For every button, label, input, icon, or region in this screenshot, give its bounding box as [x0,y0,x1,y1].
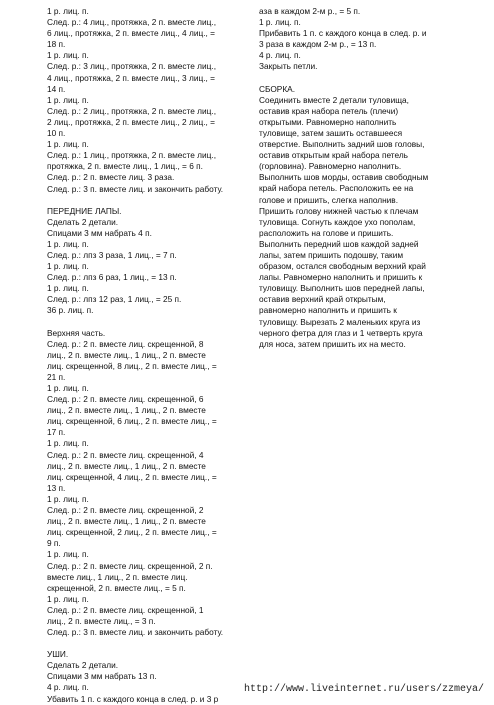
text-line: 4 р. лиц. п. [259,50,301,61]
text-line: туловище, затем зашить оставшееся [259,127,403,138]
text-line: лиц. скрещенной, 6 лиц., 2 п. вместе лиц., = [47,416,217,427]
text-line: След. р.: 2 п. вместе лиц. скрещенной, 1 [47,604,204,615]
text-line: Верхняя часть. [47,327,106,338]
text-line: Сделать 2 детали. [47,660,119,671]
text-line: 4 р. лиц. п. [47,682,89,693]
text-line: голове и пришить, слегка наполнив. [259,194,399,205]
text-line: 1 р. лиц. п. [47,549,89,560]
text-line: лиц., 2 п. вместе лиц., 1 лиц., 2 п. вместе [47,516,206,527]
text-line: лапы. Равномерно наполнить и пришить к [259,272,423,283]
text-line: Соединить вместе 2 детали туловища, [259,94,409,105]
text-line: лиц. скрещенной, 8 лиц., 2 п. вместе лиц., = [47,360,217,371]
text-line: След. р.: 2 п. вместе лиц. скрещенной, 2 [47,505,204,516]
text-line: Выполнить шов морды, оставив свободным [259,172,429,183]
text-line: лиц. скрещенной, 2 лиц., 2 п. вместе лиц., = [47,527,217,538]
text-line: оставив открытым край набора петель [259,150,408,161]
right-text-column [259,6,455,350]
text-line: образом, остался свободным верхний край [259,261,426,272]
text-line: (горловина). Равномерно наполнить. [259,161,402,172]
text-line: оставив верхний край открытым, [259,294,386,305]
blank-line [47,317,250,328]
text-line: 1 р. лиц. п. [47,50,89,61]
text-line: Прибавить 1 п. с каждого конца в след. р. и [259,28,427,39]
text-line: 1 р. лиц. п. [259,17,301,28]
text-line: След. р.: 2 п. вместе лиц. скрещенной, 8 [47,338,204,349]
text-line: 9 п. [47,538,61,549]
text-line: След. р.: 2 лиц., протяжка, 2 п. вместе лиц., [47,105,216,116]
text-line: лиц., 2 п. вместе лиц., 1 лиц., 2 п. вместе [47,460,206,471]
text-line: След. р.: 2 п. вместе лиц. скрещенной, 4 [47,449,204,460]
text-line: отверстие. Выполнить задний шов головы, [259,139,425,150]
text-line: 1 р. лиц. п. [47,94,89,105]
text-line: 36 р. лиц. п. [47,305,94,316]
text-line: 3 раза в каждом 2-м р., = 13 п. [259,39,377,50]
text-line: След. р.: 3 п. вместе лиц. и закончить работу. [47,627,224,638]
text-line: лиц. скрещенной, 4 лиц., 2 п. вместе лиц., = [47,471,217,482]
text-line: оставив края набора петель (плечи) [259,105,399,116]
text-line: край набора петель. Расположить ее на [259,183,414,194]
text-line: 4 лиц., протяжка, 2 п. вместе лиц., 3 лиц., = [47,72,215,83]
text-line: След. р.: лпз 12 раз, 1 лиц., = 25 п. [47,294,182,305]
text-line: скрещенной, 2 п. вместе лиц., = 5 п. [47,582,186,593]
text-line: Закрыть петли. [259,61,318,72]
text-line: вместе лиц., 1 лиц., 2 п. вместе лиц. [47,571,188,582]
text-line: Убавить 1 п. с каждого конца в след. р. и 3 р [47,693,219,704]
text-line: Пришить голову нижней частью к плечам [259,205,419,216]
text-line: 1 р. лиц. п. [47,139,89,150]
text-line: лиц., 2 п. вместе лиц., 1 лиц., 2 п. вместе [47,349,206,360]
text-line: Сделать 2 детали. [47,216,119,227]
text-line: След. р.: 1 лиц., протяжка, 2 п. вместе лиц., [47,150,216,161]
text-line: 10 п. [47,128,66,139]
text-line: След. р.: 2 п. вместе лиц. скрещенной, 6 [47,394,204,405]
text-line: 6 лиц., протяжка, 2 п. вместе лиц., 4 лиц., = [47,28,215,39]
blank-line [47,638,250,649]
text-line: След. р.: лпз 3 раза, 1 лиц., = 7 п. [47,249,177,260]
text-line: 13 п. [47,482,66,493]
text-line: Спицами 3 мм набрать 13 п. [47,671,157,682]
text-line: Спицами 3 мм набрать 4 п. [47,227,152,238]
text-line: След. р.: 3 п. вместе лиц. и закончить работу. [47,183,224,194]
text-line: След. р.: лпз 6 раз, 1 лиц., = 13 п. [47,272,177,283]
text-line: 1 р. лиц. п. [47,283,89,294]
text-line: След. р.: 2 п. вместе лиц. скрещенной, 2 п. [47,560,213,571]
text-line: аза в каждом 2-м р., = 5 п. [259,6,361,16]
text-line: 18 п. [47,39,66,50]
text-line: 17 п. [47,427,66,438]
text-line: равномерно наполнить и пришить к [259,305,397,316]
text-line: 1 р. лиц. п. [47,238,89,249]
text-line: След. р.: 3 лиц., протяжка, 2 п. вместе лиц., [47,61,216,72]
text-line: След. р.: 2 п. вместе лиц. 3 раза. [47,172,175,183]
left-text-column [47,6,250,705]
text-line: открытыми. Равномерно наполнить [259,116,397,127]
blank-line [47,195,250,206]
text-line: туловищу. Вырезать 2 маленьких круга из [259,316,421,327]
text-line: черного фетра для глаз и 1 четверть круга [259,327,423,338]
text-line: Выполнить передний шов каждой задней [259,238,419,249]
text-line: туловищу. Выполнить шов передней лапы, [259,283,425,294]
text-line: 1 р. лиц. п. [47,6,89,16]
text-line: След. р.: 4 лиц., протяжка, 2 п. вместе лиц., [47,17,216,28]
text-line: лапы, затем пришить подошву, таким [259,249,404,260]
text-line: 1 р. лиц. п. [47,593,89,604]
text-line: УШИ. [47,649,69,660]
text-line: 2 лиц., протяжка, 2 п. вместе лиц., 2 лиц., = [47,116,215,127]
text-line: лиц., 2 п. вместе лиц., 1 лиц., 2 п. вместе [47,405,206,416]
text-line: для носа, затем пришить их на место. [259,338,406,349]
text-line: расположить на голове и пришить. [259,227,394,238]
text-line: 1 р. лиц. п. [47,493,89,504]
footer-url[interactable]: http://www.liveinternet.ru/users/zzmeya/ [243,684,484,695]
text-line: 1 р. лиц. п. [47,383,89,393]
text-line: лиц., 2 п. вместе лиц., = 3 п. [47,615,156,626]
text-line: протяжка, 2 п. вместе лиц., 1 лиц., = 6 п. [47,161,203,172]
text-line: 14 п. [47,83,66,94]
blank-line [259,73,455,84]
text-line: 1 р. лиц. п. [47,438,89,449]
text-line: СБОРКА. [259,83,296,94]
text-line: туловища. Согнуть каждое ухо пополам, [259,216,416,227]
text-line: ПЕРЕДНИЕ ЛАПЫ. [47,205,122,216]
text-line: 21 п. [47,371,66,382]
text-line: 1 р. лиц. п. [47,261,89,272]
